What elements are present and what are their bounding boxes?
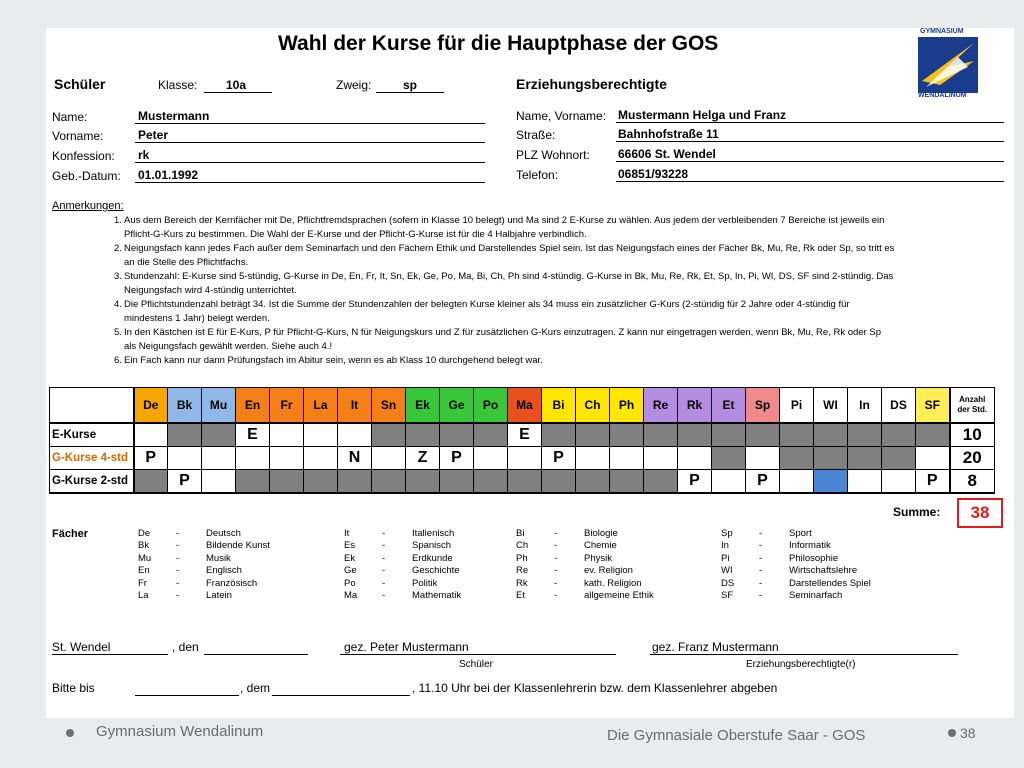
legend-entry-part: Italienisch <box>412 528 455 539</box>
note-number: 1. <box>114 215 122 226</box>
course-cell <box>712 447 746 470</box>
legend-entry-part: ev. Religion <box>584 565 633 577</box>
legend-entry-part: allgemeine Ethik <box>584 590 654 602</box>
legend-entry-part: - <box>554 540 558 552</box>
zip-label: PLZ Wohnort: <box>516 148 590 162</box>
course-cell[interactable]: P <box>916 470 950 494</box>
legend-entry-part: - <box>759 577 763 589</box>
legend-entry-part: Mathematik <box>412 590 462 602</box>
subject-header-ch: Ch <box>576 388 610 424</box>
legend-codes <box>138 528 151 602</box>
course-cell <box>746 423 780 447</box>
note-item <box>114 326 1004 354</box>
zip-value: 66606 St. Wendel <box>618 147 716 161</box>
legend-entry-part: Po <box>344 577 356 589</box>
course-cell <box>304 470 338 494</box>
legend-entry-part: Erdkunde <box>412 552 453 564</box>
legend-entry-part: Ge <box>344 565 357 577</box>
legend-entry-part: Darstellendes Spiel <box>789 577 871 589</box>
course-cell <box>508 470 542 494</box>
course-cell <box>678 423 712 447</box>
sum-label: Summe: <box>893 505 941 519</box>
course-cell <box>610 423 644 447</box>
legend-entry-part: Ph <box>516 552 528 564</box>
legend-entry-part: Es <box>344 540 356 552</box>
course-cell[interactable] <box>916 447 950 470</box>
course-cell <box>338 470 372 494</box>
return-prefix: Bitte bis <box>52 681 95 695</box>
guardian-heading: Erziehungsberechtigte <box>516 76 667 92</box>
subject-header-ge: Ge <box>440 388 474 424</box>
legend-dashes <box>382 528 385 602</box>
legend-entry-part: En <box>138 565 150 577</box>
legend-entry-part: - <box>382 552 386 564</box>
legend-entry-part: - <box>176 577 180 589</box>
legend-entry-part: Geschichte <box>412 565 460 577</box>
course-cell <box>576 423 610 447</box>
legend-entry-part: Seminarfach <box>789 590 843 602</box>
legend-names <box>789 528 871 602</box>
course-cell <box>780 447 814 470</box>
dob-label: Geb.-Datum: <box>52 169 121 183</box>
course-cell <box>644 470 678 494</box>
course-cell[interactable] <box>712 470 746 494</box>
footer-title: Die Gymnasiale Oberstufe Saar - GOS <box>607 727 866 744</box>
row-label: G-Kurse 2-std <box>50 470 134 494</box>
note-number: 5. <box>114 327 122 338</box>
subject-header-pi: Pi <box>780 388 814 424</box>
legend-entry-part: Ma <box>344 590 358 602</box>
legend-dashes <box>554 528 557 602</box>
legend-entry-part: Bk <box>138 540 150 552</box>
course-selection-form <box>46 28 1014 718</box>
return-dem: , dem <box>240 681 271 695</box>
legend-entry-part: kath. Religion <box>584 577 642 589</box>
footer-left-bullet-icon <box>66 729 74 737</box>
phone-label: Telefon: <box>516 168 559 182</box>
total-hours-header <box>950 388 995 424</box>
note-item <box>114 214 1004 242</box>
legend-entry-part: Bildende Kunst <box>206 540 270 552</box>
course-cell <box>440 423 474 447</box>
row-total: 8 <box>950 470 995 494</box>
grid-row <box>50 470 995 494</box>
note-line: Die Pflichtstundenzahl beträgt 34. Ist die Summe der Stundenzahlen der belegten Kurse kleiner als 34 muss ein zusätzlicher G-Kurs (2-stündig für 2 Jahre oder 4-stündig für <box>124 299 850 310</box>
note-number: 4. <box>114 299 122 310</box>
subject-header-sf: SF <box>916 388 950 424</box>
page-number: 38 <box>960 725 976 741</box>
course-cell[interactable] <box>848 470 882 494</box>
subject-header-mu: Mu <box>202 388 236 424</box>
legend-entry-part: Latein <box>206 590 232 602</box>
note-line: Ein Fach kann nur dann Prüfungsfach im Abitur sein, wenn es ab Klass 10 durchgehend belegt war. <box>124 355 543 366</box>
course-cell <box>542 423 576 447</box>
subject-header-ek: Ek <box>406 388 440 424</box>
note-number: 2. <box>114 243 122 254</box>
legend-entry-part: - <box>176 590 180 602</box>
legend-entry-part: - <box>176 540 180 552</box>
course-cell[interactable]: Z <box>406 447 440 470</box>
guardian-name-value: Mustermann Helga und Franz <box>618 108 787 122</box>
course-cell <box>236 470 270 494</box>
course-cell[interactable] <box>780 470 814 494</box>
grid-corner <box>50 388 134 424</box>
legend-entry-part: Wirtschaftslehre <box>789 565 858 577</box>
course-grid <box>49 387 995 494</box>
subject-header-bi: Bi <box>542 388 576 424</box>
legend-entry-part: - <box>382 540 386 552</box>
course-cell <box>202 423 236 447</box>
course-cell[interactable] <box>882 470 916 494</box>
row-label: G-Kurse 4-std <box>50 447 134 470</box>
subject-header-re: Re <box>644 388 678 424</box>
course-cell <box>814 423 848 447</box>
legend-entry-part: Politik <box>412 577 438 589</box>
legend-dashes <box>176 528 179 602</box>
course-cell <box>814 447 848 470</box>
legend-entry-part: Musik <box>206 552 231 564</box>
course-cell[interactable] <box>610 447 644 470</box>
legend-entry-part: Re <box>516 565 529 577</box>
subject-header-de: De <box>134 388 168 424</box>
legend-entry-part: - <box>759 552 763 564</box>
course-cell <box>882 423 916 447</box>
total-header-line1: Anzahl <box>959 395 986 404</box>
note-line: Aus dem Bereich der Kernfächer mit De, Pflichtfremdsprachen (sofern in Klasse 10 belegt) und Ma sind 2 E-Kurse zu wählen. Aus jedem der verbleibenden 7 Bereiche ist jeweils ein <box>124 215 885 226</box>
guardian-caption: Erziehungsberechtigte(r) <box>746 659 856 670</box>
course-cell[interactable]: P <box>440 447 474 470</box>
course-cell <box>780 423 814 447</box>
dob-value: 01.01.1992 <box>138 168 199 182</box>
legend-entry-part: Philosophie <box>789 552 839 564</box>
row-total: 20 <box>950 447 995 470</box>
subject-header-po: Po <box>474 388 508 424</box>
note-line: Neigungsfach wird 4-stündig unterrichtet. <box>124 285 297 296</box>
course-cell <box>270 470 304 494</box>
confession-label: Konfession: <box>52 149 115 163</box>
course-cell <box>542 470 576 494</box>
legend-entry-part: Spanisch <box>412 540 452 552</box>
course-cell[interactable]: N <box>338 447 372 470</box>
course-cell[interactable]: P <box>678 470 712 494</box>
logo-text-top: GYMNASIUM <box>920 28 964 35</box>
course-cell[interactable]: P <box>746 470 780 494</box>
subjects-heading: Fächer <box>52 528 89 540</box>
course-cell <box>916 423 950 447</box>
course-cell[interactable]: P <box>134 447 168 470</box>
legend-entry-part: - <box>382 565 386 577</box>
footer-school: Gymnasium Wendalinum <box>96 723 264 740</box>
guardian-name-label: Name, Vorname: <box>516 109 607 123</box>
course-cell <box>882 447 916 470</box>
total-header-line2: der Std. <box>957 405 988 414</box>
course-cell[interactable] <box>678 447 712 470</box>
subject-header-bk: Bk <box>168 388 202 424</box>
branch-value: sp <box>403 78 418 92</box>
legend-entry-part: In <box>721 540 729 552</box>
course-cell <box>474 470 508 494</box>
legend-entry-part: SF <box>721 590 734 602</box>
firstname-value: Peter <box>138 128 169 142</box>
legend-entry-part: - <box>759 565 763 577</box>
subject-header-ds: DS <box>882 388 916 424</box>
legend-entry-part: Mu <box>138 552 152 564</box>
name-label: Name: <box>52 110 88 124</box>
note-item <box>114 242 1004 270</box>
logo-emblem-icon <box>918 37 980 93</box>
course-cell[interactable] <box>372 447 406 470</box>
sum-value: 38 <box>957 498 1003 528</box>
course-cell <box>406 423 440 447</box>
notes-heading: Anmerkungen: <box>52 200 124 212</box>
subject-header-in: In <box>848 388 882 424</box>
subject-header-et: Et <box>712 388 746 424</box>
legend-entry-part: Et <box>516 590 525 602</box>
legend-entry-part: - <box>554 590 558 602</box>
course-cell <box>644 423 678 447</box>
course-cell <box>134 470 168 494</box>
course-cell[interactable] <box>644 447 678 470</box>
note-item <box>114 298 1004 326</box>
note-number: 6. <box>114 355 122 366</box>
note-line: In den Kästchen ist E für E-Kurs, P für Pflicht-G-Kurs, N für Neigungskurs und Z für zusätzlichen G-Kurs einzutragen. Z kann nur eingetragen werden, wenn Bk, Mu, Re, Rk oder Sp <box>124 327 882 338</box>
student-signature: gez. Peter Mustermann <box>344 640 469 654</box>
legend-entry-part: - <box>382 590 386 602</box>
firstname-label: Vorname: <box>52 129 104 143</box>
legend-entry-part: - <box>759 590 763 602</box>
course-cell <box>712 423 746 447</box>
course-cell <box>168 423 202 447</box>
course-cell <box>440 470 474 494</box>
legend-entry-part: It <box>344 528 350 539</box>
course-cell <box>372 423 406 447</box>
student-caption: Schüler <box>459 659 493 670</box>
course-cell[interactable] <box>202 470 236 494</box>
legend-entry-part: - <box>759 540 763 552</box>
course-cell[interactable] <box>168 447 202 470</box>
logo-text-bottom: WENDALINUM <box>918 92 967 99</box>
return-suffix: , 11.10 Uhr bei der Klassenlehrerin bzw. dem Klassenlehrer abgeben <box>412 681 778 695</box>
signature-den: , den <box>172 640 199 654</box>
legend-names <box>584 528 654 602</box>
street-label: Straße: <box>516 128 556 142</box>
note-line: als Neigungsfach gewählt werden. Siehe auch 4.! <box>124 341 333 352</box>
legend-names <box>206 528 270 602</box>
legend-entry-part: - <box>554 577 558 589</box>
note-line: Stundenzahl: E-Kurse sind 5-stündig, G-Kurse in De, En, Fr, It, Sn, Ek, Ge, Po, Ma, Bi, Ch, Ph sind 4-stündig. G-Kurse in Bk, Mu, Re, Rk, Et, Sp, In, Pi, WI, DS, SF sind 2-stündig. Das <box>124 271 894 282</box>
course-cell[interactable] <box>474 447 508 470</box>
legend-entry-part: Physik <box>584 552 612 564</box>
subject-header-sp: Sp <box>746 388 780 424</box>
legend-entry-part: Englisch <box>206 565 242 577</box>
legend-entry-part: - <box>176 552 180 564</box>
legend-entry-part: Pi <box>721 552 730 564</box>
course-cell[interactable] <box>270 423 304 447</box>
note-line: Pflicht-G-Kurs zu bestimmen. Die Wahl der E-Kurse und der Pflicht-G-Kurse ist für die 4 Halbjahre verbindlich. <box>124 229 587 240</box>
legend-entry-part: Sp <box>721 528 733 539</box>
notes-list <box>114 214 1004 368</box>
note-number: 3. <box>114 271 122 282</box>
subject-header-wi: WI <box>814 388 848 424</box>
course-cell[interactable]: P <box>542 447 576 470</box>
subject-header-la: La <box>304 388 338 424</box>
course-cell <box>576 470 610 494</box>
school-logo <box>918 28 980 102</box>
course-cell[interactable] <box>304 423 338 447</box>
course-cell[interactable] <box>202 447 236 470</box>
row-total: 10 <box>950 423 995 447</box>
legend-entry-part: - <box>176 565 180 577</box>
course-cell[interactable] <box>814 470 848 494</box>
legend-codes <box>721 528 734 602</box>
legend-entry-part: Deutsch <box>206 528 241 539</box>
subject-header-fr: Fr <box>270 388 304 424</box>
legend-entry-part: DS <box>721 577 735 589</box>
course-cell <box>406 470 440 494</box>
course-cell <box>848 447 882 470</box>
legend-entry-part: La <box>138 590 149 602</box>
course-cell <box>848 423 882 447</box>
legend-entry-part: Fr <box>138 577 147 589</box>
legend-entry-part: WI <box>721 565 733 577</box>
legend-entry-part: Ch <box>516 540 529 552</box>
grid-row <box>50 423 995 447</box>
note-line: mindestens 1 Jahr) belegt werden. <box>124 313 270 324</box>
phone-value: 06851/93228 <box>618 167 689 181</box>
subject-header-en: En <box>236 388 270 424</box>
confession-value: rk <box>138 148 150 162</box>
course-cell <box>372 470 406 494</box>
note-line: an die Stelle des Pflichtfachs. <box>124 257 249 268</box>
legend-names <box>412 528 461 602</box>
name-value: Mustermann <box>138 109 210 123</box>
row-label: E-Kurse <box>50 423 134 447</box>
course-cell[interactable]: E <box>508 423 542 447</box>
legend-entry-part: Biologie <box>584 528 618 539</box>
subject-header-ph: Ph <box>610 388 644 424</box>
legend-entry-part: Informatik <box>789 540 831 552</box>
legend-dashes <box>759 528 762 602</box>
course-cell[interactable] <box>236 447 270 470</box>
course-cell[interactable] <box>134 423 168 447</box>
legend-entry-part: - <box>554 552 558 564</box>
course-cell[interactable] <box>270 447 304 470</box>
street-value: Bahnhofstraße 11 <box>618 127 719 141</box>
footer-right-bullet-icon <box>948 729 956 737</box>
legend-entry-part: - <box>554 528 558 539</box>
legend-entry-part: Rk <box>516 577 528 589</box>
legend-codes <box>516 528 528 602</box>
form-title: Wahl der Kurse für die Hauptphase der GOS <box>278 32 719 55</box>
subject-header-it: It <box>338 388 372 424</box>
signature-place: St. Wendel <box>52 640 111 654</box>
legend-entry-part: - <box>176 528 180 539</box>
note-item <box>114 270 1004 298</box>
legend-entry-part: Chemie <box>584 540 617 552</box>
legend-codes <box>344 528 357 602</box>
legend-entry-part: - <box>759 528 763 539</box>
legend-entry-part: - <box>382 528 386 539</box>
note-line: Neigungsfach kann jedes Fach außer dem Seminarfach und den Fächern Ethik und Darstellendes Spiel sein. Ist das Neigungsfach eines der Fächer Bk, Mu, Re, Rk oder Sp, so tritt es <box>124 243 895 254</box>
legend-entry-part: Französisch <box>206 577 258 589</box>
legend-entry-part: - <box>382 577 386 589</box>
course-cell <box>474 423 508 447</box>
subject-header-rk: Rk <box>678 388 712 424</box>
course-cell[interactable] <box>746 447 780 470</box>
subject-header-ma: Ma <box>508 388 542 424</box>
course-cell[interactable] <box>338 423 372 447</box>
legend-entry-part: Ek <box>344 552 356 564</box>
legend-entry-part: - <box>554 565 558 577</box>
legend-entry-part: Sport <box>789 528 812 539</box>
course-cell[interactable]: E <box>236 423 270 447</box>
course-cell[interactable] <box>304 447 338 470</box>
legend-entry-part: Bi <box>516 528 525 539</box>
course-cell <box>610 470 644 494</box>
legend-entry-part: De <box>138 528 151 539</box>
guardian-signature: gez. Franz Mustermann <box>652 640 779 654</box>
student-heading: Schüler <box>54 76 106 92</box>
course-cell[interactable]: P <box>168 470 202 494</box>
grid-row <box>50 447 995 470</box>
course-cell[interactable] <box>576 447 610 470</box>
branch-label: Zweig: <box>336 78 372 92</box>
note-item <box>114 354 1004 368</box>
subject-header-sn: Sn <box>372 388 406 424</box>
class-value: 10a <box>226 78 247 92</box>
course-cell[interactable] <box>508 447 542 470</box>
class-label: Klasse: <box>158 78 198 92</box>
